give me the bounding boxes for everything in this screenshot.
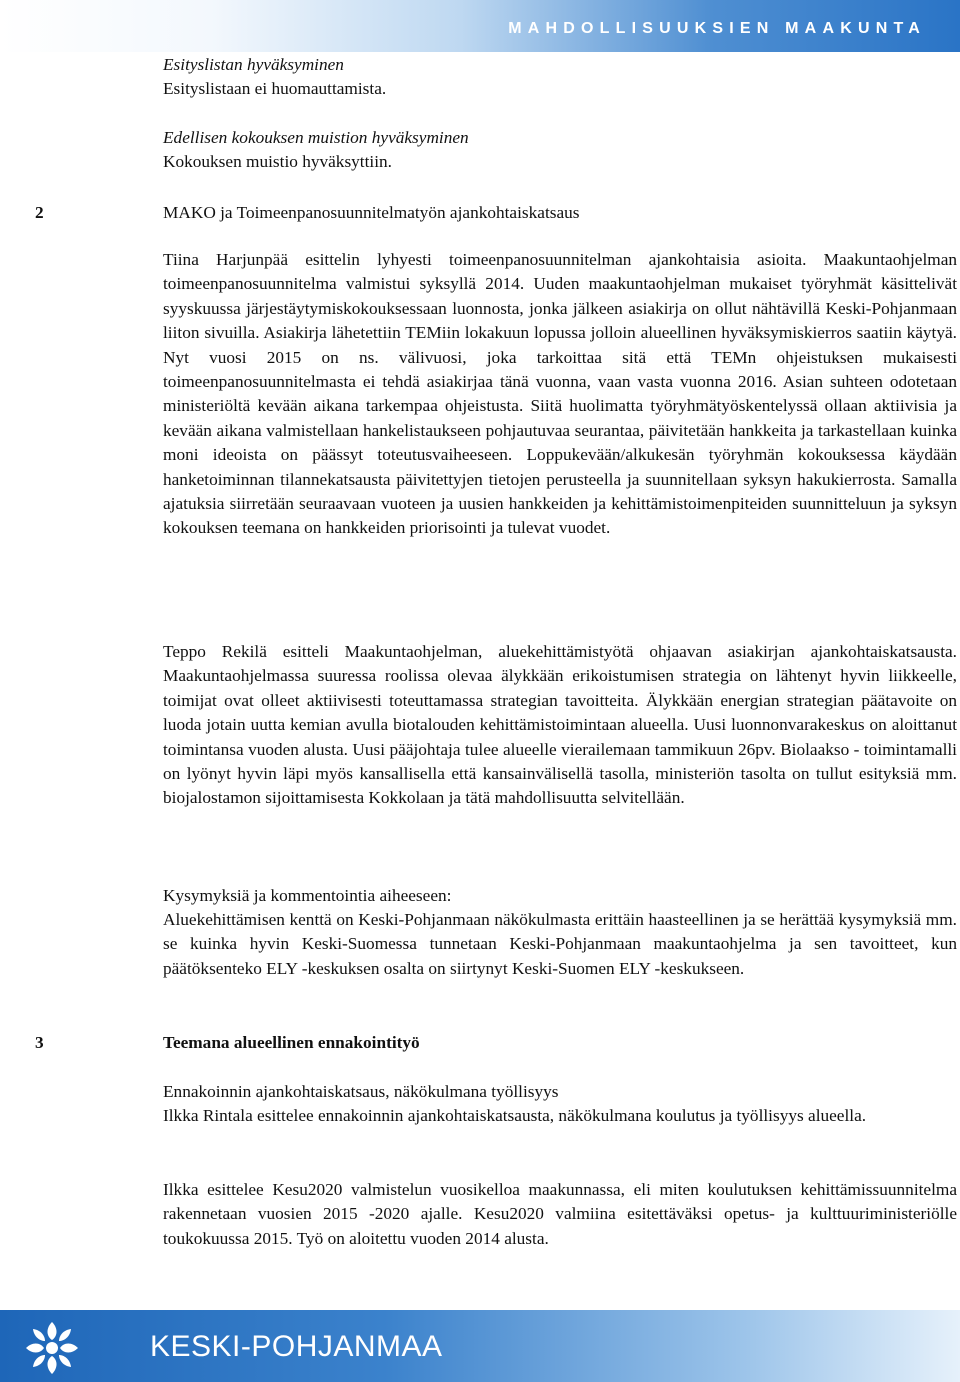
questions-title: Kysymyksiä ja kommentointia aiheeseen: — [163, 886, 452, 905]
section-2-title: MAKO ja Toimeenpanosuunnitelmatyön ajankohtaiskatsaus — [163, 203, 580, 222]
regional-logo-icon — [22, 1318, 82, 1378]
header-slogan: MAHDOLLISUUKSIEN MAAKUNTA — [508, 20, 926, 37]
minutes-title: Edellisen kokouksen muistion hyväksyminen — [163, 128, 469, 147]
section-3-subtitle: Ennakoinnin ajankohtaiskatsaus, näkökulmana työllisyys — [163, 1082, 559, 1101]
agenda-title: Esityslistan hyväksyminen — [163, 55, 344, 74]
section-3-title: Teemana alueellinen ennakointityö — [163, 1033, 420, 1052]
section-2-paragraph-1: Tiina Harjunpää esittelin lyhyesti toimeenpanosuunnitelman ajankohtaisia asioita. Maakuntaohjelman toimeenpanosuunnitelma valmistui syksyllä 2014. Uuden maakuntaohjelman mukaiset työryhmät käsittelivät syyskuussa järjestäytymiskokouksessaan luonnosta, jonka jälkeen asiakirja on ollut nähtävillä Keski-Pohjanmaan liiton sivuilla. Asiakirja lähetettiin TEMiin lokakuun lopussa jolloin alueellinen hyväksymiskierros saatiin käytyä. Nyt vuosi 2015 on ns. välivuosi, joka tarkoittaa sitä että TEMn ohjeistuksen mukaisesti toimeenpanosuunnitelmasta ei tehdä asiakirjaa tänä vuonna, vaan vasta vuonna 2016. Asian suhteen odotetaan ministeriöltä kevään aikana tarkempaa ohjeistusta. Siitä huolimatta työryhmätyöskentelyssä ollaan aktiivisia ja kevään aikana valmistellaan hankelistaukseen pohjautuvaa seurantaa, päivitetään hankkeita ja tarkastellaan kuinka moni ideoista on päässyt toteutusvaiheeseen. Loppukevään/alkukesän työryhmän kokouksessa käydään hanketoiminnan tilannekatsausta päivitettyjen tietojen perusteella ja suunnitellaan syksyn hakukierrosta. Samalla ajatuksia siirretään seuraavaan vuoteen ja uusien hankkeiden ja kehittämistoimenpiteiden suunnitteluun ja syksyn kokouksen teemana on hankkeiden priorisointi ja tulevat vuodet. — [163, 250, 957, 538]
section-3-paragraph-2: Ilkka esittelee Kesu2020 valmistelun vuosikelloa maakunnassa, eli miten koulutuksen kehittämissuunnitelma rakennetaan vuosien 2015 -2020 ajalle. Kesu2020 valmiina esitettäväksi opetus- ja kulttuuriministeriölle toukokuussa 2015. Työ on aloitettu vuoden 2014 alusta. — [163, 1180, 957, 1248]
questions-text: Aluekehittämisen kenttä on Keski-Pohjanmaan näkökulmasta erittäin haasteellinen ja se herättää kysymyksiä mm. se kuinka hyvin Keski-Suomessa tunnetaan Keski-Pohjanmaan maakuntaohjelma ja sen tavoitteet, kun päätöksenteko ELY -keskuksen osalta on siirtynyt Keski-Suomen ELY -keskukseen. — [163, 910, 957, 978]
agenda-text: Esityslistaan ei huomauttamista. — [163, 79, 387, 98]
minutes-text: Kokouksen muistio hyväksyttiin. — [163, 152, 392, 171]
section-2-number: 2 — [35, 203, 44, 222]
section-3-paragraph-1: Ilkka Rintala esittelee ennakoinnin ajankohtaiskatsausta, näkökulmana koulutus ja työllisyys alueella. — [163, 1106, 867, 1125]
footer-logo-text: KESKI-POHJANMAA — [150, 1330, 443, 1363]
footer-banner — [0, 1310, 960, 1382]
header-banner — [0, 0, 960, 52]
section-3-number: 3 — [35, 1033, 44, 1052]
section-2-paragraph-2: Teppo Rekilä esitteli Maakuntaohjelman, aluekehittämistyötä ohjaavan asiakirjan ajankohtaiskatsausta. Maakuntaohjelmassa suuressa roolissa olevaa älykkään erikoistumisen strategia on lähtenyt hyvin liikkeelle, toimijat ovat olleet aktiivisesti toteuttamassa strategian tavoitteita. Älykkään energian strategian päätavoite on luoda jotain uutta kemian avulla biotalouden kehittämistoimintaan alueella. Uusi luonnonvarakeskus on aloittanut toimintansa vuoden alusta. Uusi pääjohtaja tulee alueelle vierailemaan tammikuun 26pv. Biolaakso - toimintamalli on lyönyt hyvin läpi myös kansallisella että kansainvälisellä tasolla, ministeriön tasolta on tullut esityksiä mm. biojalostamon sijoittamisesta Kokkolaan ja tätä mahdollisuutta selvitellään. — [163, 642, 957, 808]
